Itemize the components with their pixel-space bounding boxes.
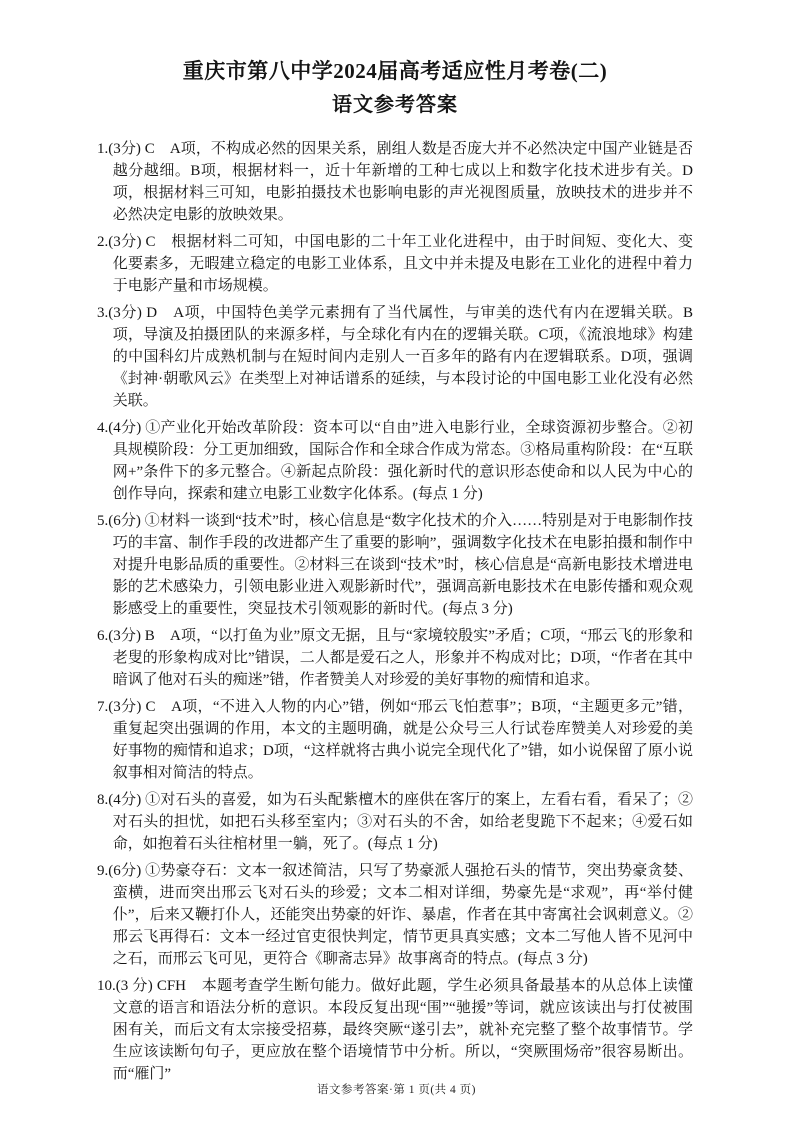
answer-content: A项，中国特色美学元素拥有了当代属性，与审美的迭代有内在逻辑关联。B项，导演及拍摄团队的来源多样，与全球化有内在的逻辑关联。C项，《流浪地球》构建的中国科幻片成熟机制与在短时间内走别人一百多年的路有内在逻辑联系。D项，强调《封神·朝歌风云》在类型上对神话谱系的延续，与本段讨论的中国电影工业化没有必然关联。	[112, 305, 693, 410]
page-footer: 语文参考答案·第 1 页(共 4 页)	[317, 1084, 476, 1096]
answer-item	[97, 302, 693, 412]
answer-item	[97, 696, 693, 784]
answer-letter: D	[141, 305, 174, 322]
answer-item	[97, 231, 693, 297]
answer-item	[97, 860, 693, 970]
answer-number: 7.(3分)	[97, 699, 142, 716]
answer-item	[97, 789, 693, 855]
answer-number: 1.(3分)	[97, 141, 141, 158]
answer-number: 2.(3分)	[97, 234, 142, 251]
answer-number: 8.(4分)	[97, 792, 142, 809]
document-title: 重庆市第八中学2024届高考适应性月考卷(二)	[182, 59, 608, 83]
answer-number: 9.(6分)	[97, 863, 142, 880]
answer-letter: B	[140, 628, 171, 645]
answer-content: ①势豪夺石：文本一叙述简洁，只写了势豪派人强抢石头的情节，突出势豪贪婪、蛮横，进而突出邢云飞对石头的珍爱；文本二相对详细，势豪先是“求观”，再“举付健仆”，后来又鞭打仆人，还能突出势豪的奸诈、暴虐，作者在其中寄寓社会讽刺意义。②邢云飞再得石：文本一经过官吏很快判定，情节更具真实感；文本二写他人皆不见河中之石，而邢云飞可见，更符合《聊斋志异》故事离奇的特点。(每点 3 分)	[112, 863, 693, 968]
answer-letter: CFH	[152, 978, 202, 995]
answer-item	[97, 625, 693, 691]
answer-item	[97, 975, 693, 1085]
document-subtitle: 语文参考答案	[332, 94, 458, 117]
answer-content: A项，不构成必然的因果关系，剧组人数是否庞大并不必然决定中国产业链是否越分越细。B项，根据材料一，近十年新增的工种七成以上和数字化技术进步有关。D项，根据材料三可知，电影拍摄技术也影响电影的声光视图质量，放映技术的进步并不必然决定电影的放映效果。	[112, 141, 693, 224]
answer-item	[97, 510, 693, 620]
answer-content: 本题考查学生断句能力。做好此题，学生必须具备最基本的从总体上读懂文意的语言和语法分析的意识。本段反复出现“围”“驰援”等词，就应该读出与打仗被围困有关，而后文有太宗接受招募，最终突厥“遂引去”，就补充完整了整个故事情节。学生应该读断句句子，更应放在整个语境情节中分析。所以，“突厥围炀帝”很容易断出。而“雁门”	[112, 978, 693, 1083]
answer-number: 10.(3 分)	[97, 978, 153, 995]
answer-number: 3.(3分)	[97, 305, 142, 322]
answers-list	[97, 138, 693, 1085]
answer-letter: C	[140, 141, 170, 158]
answer-content: A项，“不进入人物的内心”错，例如“邢云飞怕惹事”；B项，“主题更多元”错，重复起突出强调的作用，本文的主题明确，就是公众号三人行试卷库赞美人对珍爱的美好事物的痴情和追求；D项，“这样就将古典小说完全现代化了”错，如小说保留了原小说叙事相对简洁的特点。	[112, 699, 693, 782]
answer-content: ①产业化开始改革阶段：资本可以“自由”进入电影行业，全球资源初步整合。②初具规模阶段：分工更加细致，国际合作和全球合作成为常态。③格局重构阶段：在“互联网+”条件下的多元整合。④新起点阶段：强化新时代的意识形态使命和以人民为中心的创作导向，探索和建立电影工业数字化体系。(每点 1 分)	[112, 420, 693, 503]
answer-content: 根据材料二可知，中国电影的二十年工业化进程中，由于时间短、变化大、变化要素多，无暇建立稳定的电影工业体系，且文中并未提及电影在工业化的进程中着力于电影产量和市场规模。	[112, 234, 693, 295]
answer-letter: C	[141, 699, 172, 716]
answer-content: A项，“以打鱼为业”原文无据，且与“家境较殷实”矛盾；C项，“邢云飞的形象和老叟的形象构成对比”错误，二人都是爱石之人，形象并不构成对比；D项，“作者在其中暗讽了他对石头的痴迷”错，作者赞美人对珍爱的美好事物的痴情和追求。	[112, 628, 693, 689]
answer-item	[97, 417, 693, 505]
answer-content: ①对石头的喜爱，如为石头配紫檀木的座供在客厅的案上，左看右看，看呆了；②对石头的担忧，如把石头移至室内；③对石头的不舍，如给老叟跪下不起来；④爱石如命，如抱着石头往棺材里一躺，死了。(每点 1 分)	[112, 792, 693, 853]
answer-content: ①材料一谈到“技术”时，核心信息是“数字化技术的介入……特别是对于电影制作技巧的丰富、制作手段的改进都产生了重要的影响”，强调数字化技术在电影拍摄和制作中对提升电影品质的重要性。②材料三在谈到“技术”时，核心信息是“高新电影技术增进电影的艺术感染力，引领电影业进入观影新时代”，强调高新电影技术在电影传播和观众观影感受上的重要性，突显技术引领观影的新时代。(每点 3 分)	[112, 513, 693, 618]
answer-number: 5.(6分)	[97, 513, 141, 530]
answer-number: 6.(3分)	[97, 628, 141, 645]
answer-number: 4.(4分)	[97, 420, 142, 437]
answer-item	[97, 138, 693, 226]
answer-letter: C	[141, 234, 172, 251]
